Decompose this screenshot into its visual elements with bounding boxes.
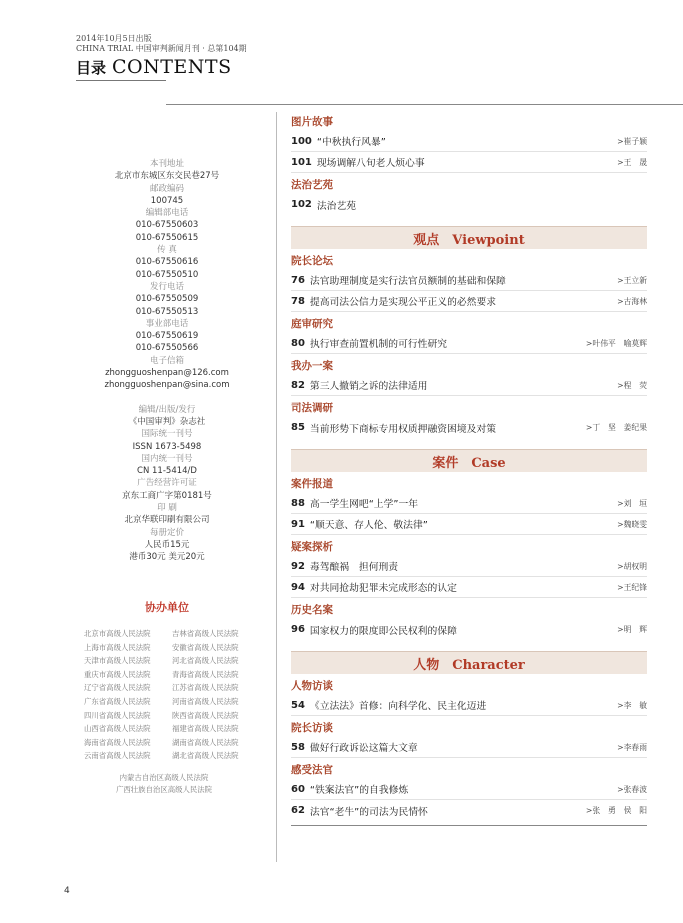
section-heading: 庭审研究: [291, 318, 333, 330]
entry-title: 国家权力的限度即公民权利的保障: [309, 625, 457, 637]
info-label: 电子信箱: [149, 355, 184, 366]
toc-entry[interactable]: [291, 270, 647, 291]
banner-label: 案件 Case: [432, 455, 506, 471]
category-banner: [291, 226, 647, 249]
entry-author: >丁 坚 姜纪果: [585, 423, 647, 432]
entry-page-number: 80: [291, 337, 305, 349]
header-meta: [76, 34, 247, 54]
info-value: 010-67550615: [135, 232, 199, 243]
section-heading: 司法调研: [291, 402, 333, 414]
publish-date: 2014年10月5日出版: [76, 34, 152, 43]
toc-end-rule: [291, 825, 647, 826]
category-banner: [291, 449, 647, 472]
entry-page-number: 96: [291, 624, 305, 635]
info-label: 印 刷: [157, 503, 177, 514]
co-organizer-unit: 海南省高级人民法院: [84, 737, 151, 747]
section-heading: 图片故事: [291, 116, 333, 128]
section-heading: 历史名案: [291, 604, 333, 616]
info-value: 北京市东城区东交民巷27号: [114, 171, 220, 182]
entry-author: >李春雨: [617, 742, 647, 752]
co-organizer-unit: 山西省高级人民法院: [84, 724, 151, 734]
info-value: 010-67550619: [135, 331, 199, 342]
entry-page-number: 102: [291, 199, 312, 210]
co-organizer-unit: 江苏省高级人民法院: [172, 683, 239, 693]
toc-entry[interactable]: [291, 333, 647, 354]
co-organizer-unit: 吉林省高级人民法院: [172, 629, 239, 638]
info-label: 本刊地址: [149, 159, 184, 169]
co-organizer-unit: 天津市高级人民法院: [84, 656, 151, 666]
entry-page-number: 82: [291, 379, 305, 391]
entry-author: >程 荧: [617, 380, 647, 390]
info-label: 编辑/出版/发行: [138, 404, 196, 415]
entry-title: 执行审查前置机制的可行性研究: [309, 339, 448, 350]
toc-entry[interactable]: [291, 417, 647, 438]
co-organizer-unit: 陕西省高级人民法院: [172, 710, 239, 720]
co-organizer-unit: 上海市高级人民法院: [84, 642, 151, 652]
section-heading: 案件报道: [291, 478, 333, 490]
issue-line: CHINA TRIAL 中国审判新闻月刊 · 总第104期: [76, 44, 247, 53]
entry-page-number: 88: [291, 497, 305, 509]
entry-author: >魏晓雯: [617, 519, 647, 529]
info-value: 010-67550510: [135, 269, 199, 280]
entry-title: “顺天意、存人伦、敬法律”: [309, 520, 428, 531]
entry-title: 当前形势下商标专用权质押融资困境及对策: [309, 423, 497, 435]
entry-title: 高一学生网吧“上学”一年: [309, 499, 419, 510]
co-organizers-list: [84, 628, 264, 761]
publication-info: [92, 158, 242, 564]
entry-title: “中秋执行风暴”: [316, 137, 386, 148]
info-value: 京东工商广字第0181号: [122, 490, 212, 501]
info-label: 广告经营许可证: [137, 478, 197, 489]
co-organizer-unit: 内蒙古自治区高级人民法院: [119, 773, 209, 782]
info-value: 010-67550603: [135, 220, 199, 231]
info-label: 国内统一刊号: [141, 453, 193, 464]
info-value: zhongguoshenpan@126.com: [105, 368, 229, 379]
entry-title: “铁案法官”的自我修炼: [309, 785, 409, 796]
info-value: 010-67550616: [135, 257, 199, 268]
co-organizer-unit: 广东省高级人民法院: [84, 696, 151, 706]
info-value: 010-67550513: [135, 306, 199, 317]
co-organizer-unit: 湖北省高级人民法院: [172, 751, 239, 761]
info-value: 《中国审判》杂志社: [128, 416, 206, 427]
entry-author: >叶伟平 喻莫辉: [585, 338, 647, 348]
entry-page-number: 54: [291, 699, 305, 711]
co-organizer-unit: 广西壮族自治区高级人民法院: [115, 785, 213, 794]
section-heading: 法治艺苑: [291, 179, 333, 191]
entry-author: >张 勇 侯 阳: [585, 806, 647, 815]
toc-entry[interactable]: [291, 619, 647, 640]
entry-title: 法治艺苑: [316, 200, 357, 212]
entry-page-number: 62: [291, 805, 305, 816]
entry-page-number: 91: [291, 518, 305, 530]
entry-title: 提高司法公信力是实现公平正义的必然要求: [309, 297, 497, 308]
entry-author: >明 辉: [617, 625, 647, 634]
toc-entry[interactable]: [291, 493, 647, 514]
toc-entry[interactable]: [291, 131, 647, 152]
entry-title: 法官“老牛”的司法为民情怀: [309, 806, 428, 818]
section-heading: 院长访谈: [291, 722, 333, 734]
co-organizer-unit: 河北省高级人民法院: [172, 656, 239, 666]
table-of-contents: [291, 110, 647, 826]
entry-page-number: 101: [291, 156, 312, 168]
toc-entry[interactable]: [291, 152, 647, 173]
co-organizer-unit: 云南省高级人民法院: [84, 751, 151, 761]
co-organizer-unit: 安徽省高级人民法院: [172, 642, 239, 652]
entry-title: 《立法法》首修：向科学化、民主化迈进: [309, 701, 487, 712]
co-organizer-unit: 湖南省高级人民法院: [172, 737, 239, 747]
info-value: 100745: [150, 195, 184, 206]
info-label: 事业部电话: [145, 318, 189, 329]
co-organizer-unit: 河南省高级人民法院: [172, 696, 239, 706]
banner-label: 观点 Viewpoint: [413, 232, 525, 248]
toc-entry[interactable]: [291, 800, 647, 821]
entry-page-number: 58: [291, 741, 305, 753]
info-value: 010-67550566: [135, 343, 199, 354]
toc-entry[interactable]: [291, 375, 647, 396]
entry-title: 现场调解八旬老人烦心事: [316, 158, 425, 169]
toc-entry[interactable]: [291, 577, 647, 598]
info-label: 发行电话: [149, 281, 184, 292]
section-heading: 我办一案: [291, 360, 333, 372]
entry-page-number: 78: [291, 295, 305, 307]
co-organizer-unit: 重庆市高级人民法院: [84, 669, 151, 679]
entry-author: >崔子颖: [617, 136, 647, 146]
info-value: ISSN 1673-5498: [132, 441, 202, 452]
info-label: 邮政编码: [149, 183, 184, 194]
entry-author: >王 晟: [617, 157, 647, 167]
entry-author: >张春波: [617, 784, 647, 794]
section-heading: 感受法官: [291, 764, 333, 776]
section-heading: 人物访谈: [291, 680, 333, 692]
title-cn: 目录: [76, 59, 107, 77]
entry-author: >王立新: [617, 275, 647, 285]
info-value: 北京华联印刷有限公司: [124, 515, 210, 526]
info-label: 传 真: [157, 245, 177, 256]
co-organizer-unit: 青海省高级人民法院: [172, 669, 239, 679]
entry-page-number: 60: [291, 783, 305, 795]
entry-title: 对共同抢劫犯罪未完成形态的认定: [309, 583, 457, 594]
info-value: 010-67550509: [135, 294, 199, 305]
toc-entry[interactable]: [291, 779, 647, 800]
info-value: CN 11-5414/D: [137, 466, 197, 477]
toc-entry[interactable]: [291, 291, 647, 312]
info-label: 国际统一刊号: [141, 429, 193, 440]
page-title: [76, 56, 232, 78]
section-heading: 疑案探析: [291, 541, 333, 553]
entry-page-number: 92: [291, 560, 305, 572]
entry-page-number: 100: [291, 135, 312, 147]
info-label: 编辑部电话: [145, 208, 189, 219]
section-heading: 院长论坛: [291, 255, 333, 267]
header-rule: [76, 80, 166, 81]
entry-title: 法官助理制度是实行法官员额制的基础和保障: [309, 276, 506, 287]
entry-page-number: 94: [291, 581, 305, 593]
entry-author: >胡权明: [617, 561, 647, 571]
toc-entry[interactable]: [291, 737, 647, 758]
category-banner: [291, 651, 647, 674]
co-organizer-unit: 四川省高级人民法院: [84, 710, 151, 720]
entry-title: 做好行政诉讼这篇大文章: [309, 743, 418, 754]
title-en: CONTENTS: [112, 56, 232, 78]
toc-entry[interactable]: [291, 695, 647, 716]
entry-author: >李 敏: [617, 700, 647, 710]
page-number: 4: [64, 886, 70, 896]
info-label: 每册定价: [149, 527, 184, 538]
banner-label: 人物 Character: [413, 657, 525, 673]
info-value: zhongguoshenpan@sina.com: [104, 380, 230, 391]
toc-entry[interactable]: [291, 556, 647, 577]
co-organizer-unit: 辽宁省高级人民法院: [84, 683, 151, 693]
toc-entry[interactable]: [291, 514, 647, 535]
column-divider: [276, 112, 277, 862]
entry-author: >古海林: [617, 296, 647, 306]
page-rule: [166, 104, 683, 105]
entry-author: >刘 垣: [617, 498, 647, 508]
entry-page-number: 76: [291, 274, 305, 286]
entry-title: 毒驾酿祸 担何刑责: [309, 562, 399, 573]
co-organizers-title: 协办单位: [145, 601, 189, 614]
entry-page-number: 85: [291, 422, 305, 433]
co-organizer-unit: 北京市高级人民法院: [84, 629, 151, 638]
entry-author: >王纪锋: [617, 582, 647, 592]
entry-title: 第三人撤销之诉的法律适用: [309, 381, 428, 392]
co-organizer-unit: 福建省高级人民法院: [172, 724, 239, 734]
info-gap: [92, 392, 242, 404]
info-value: 人民币15元: [144, 539, 190, 550]
info-value: 港币30元 美元20元: [129, 552, 205, 563]
toc-entry[interactable]: [291, 194, 647, 215]
co-organizers-extra: [84, 772, 244, 796]
